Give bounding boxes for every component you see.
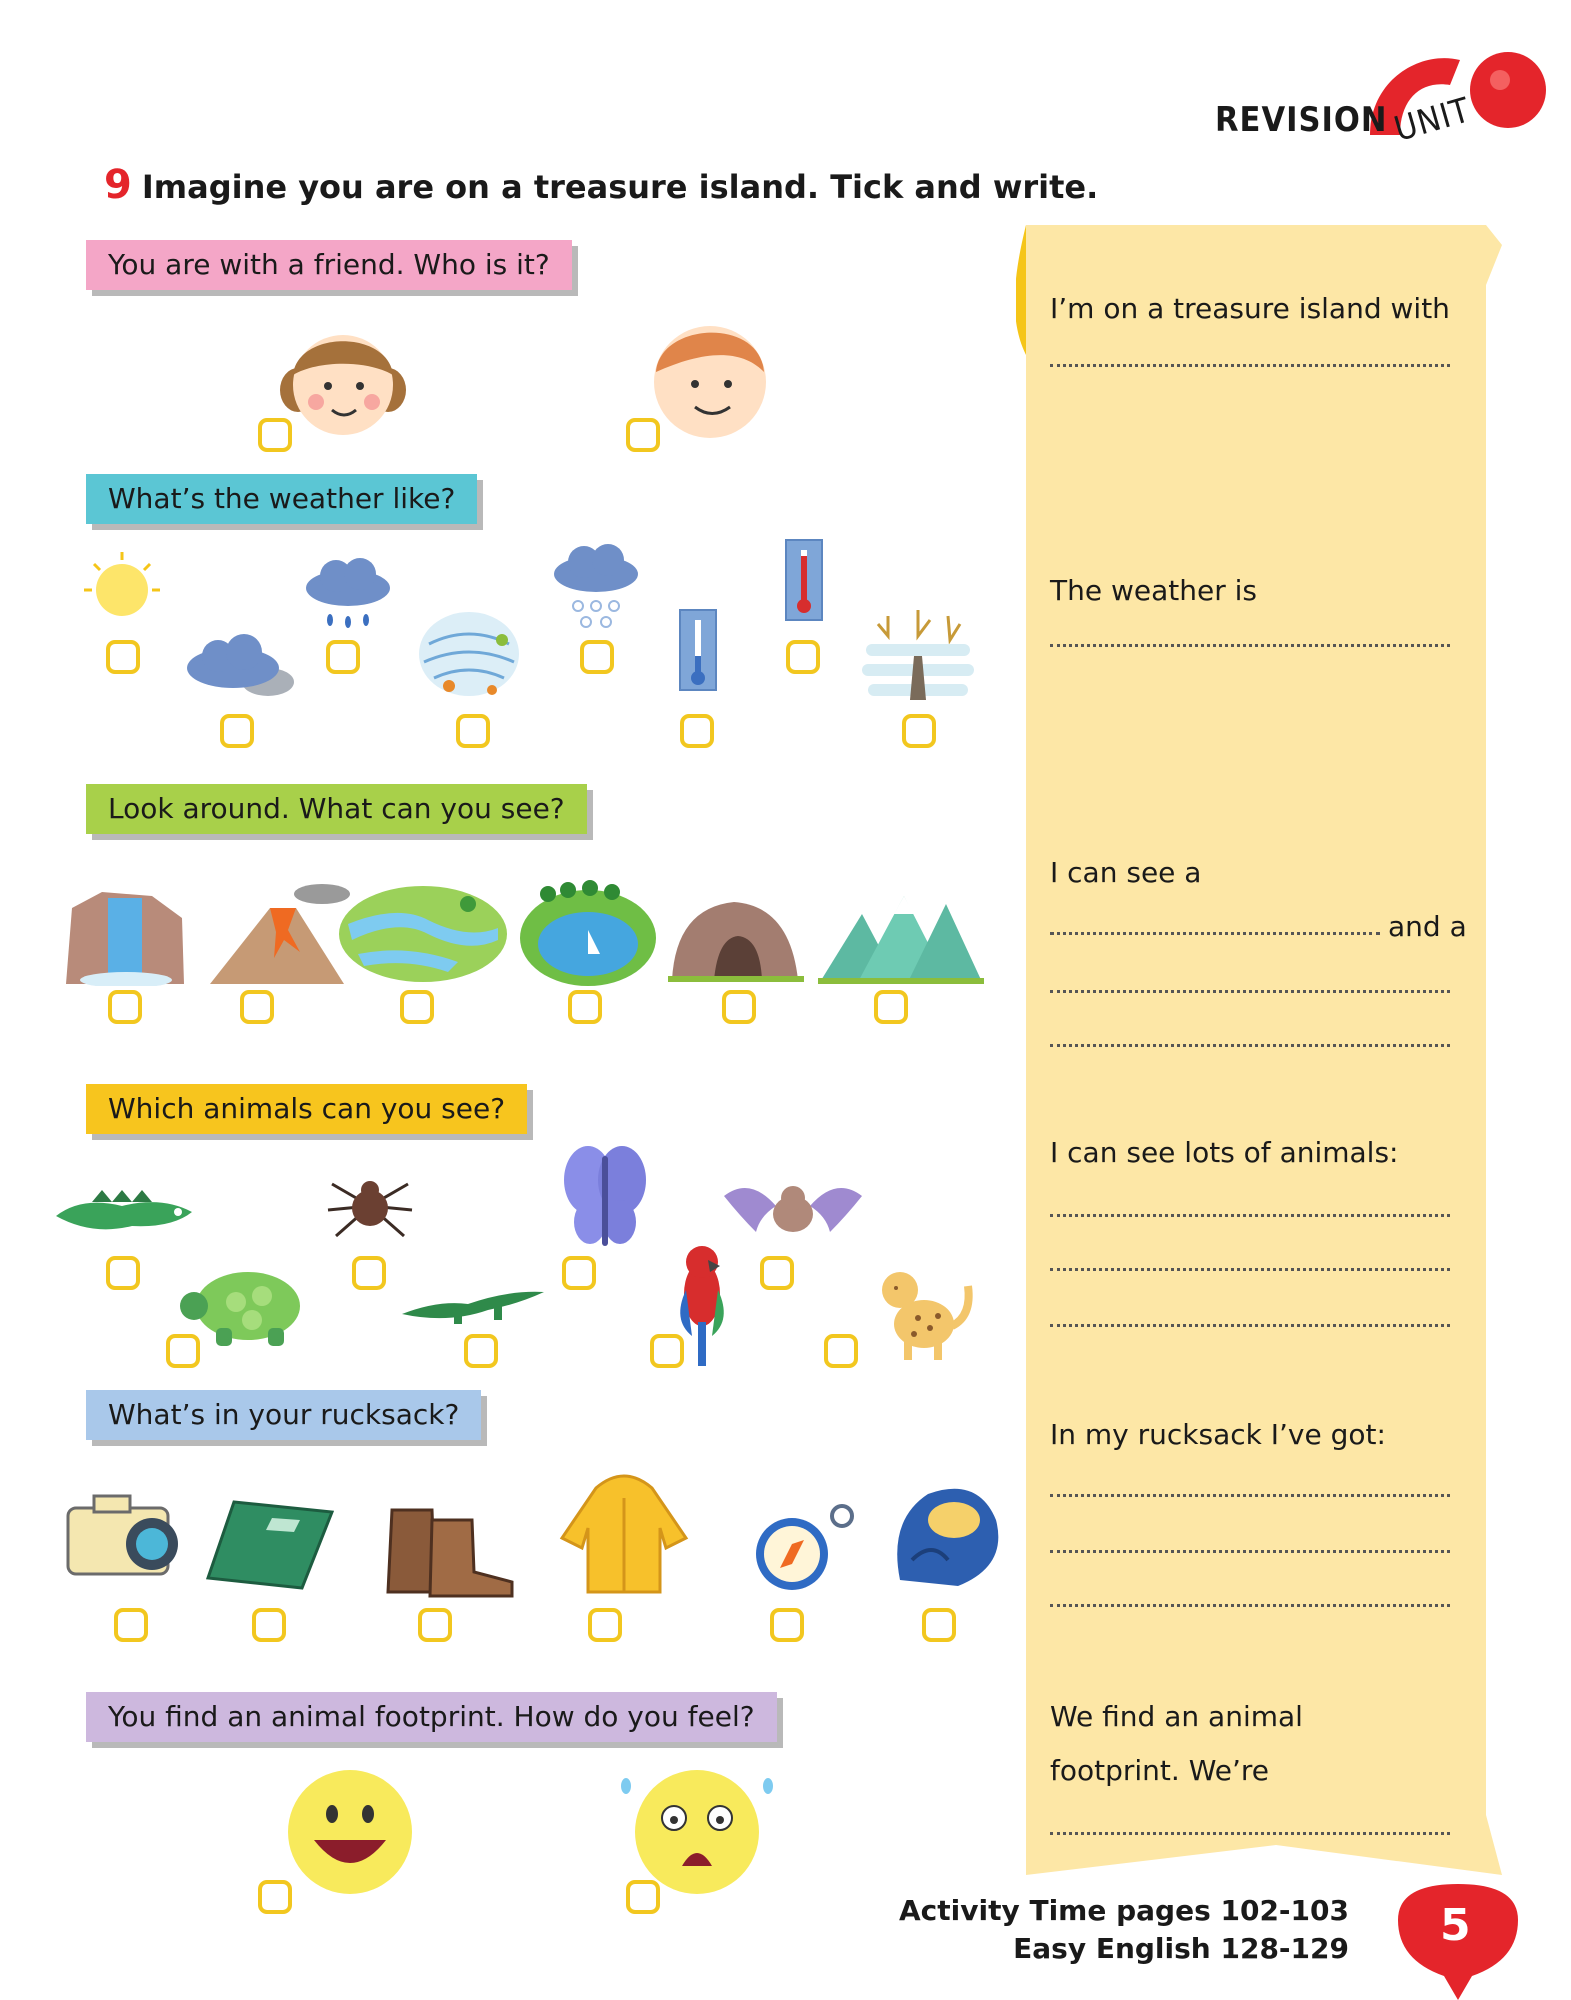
scroll-rucksack-sentence: In my rucksack I’ve got:: [1050, 1418, 1386, 1451]
checkbox-bat[interactable]: [760, 1256, 794, 1290]
checkbox-rainy[interactable]: [326, 640, 360, 674]
scroll-see-and: and a: [1388, 910, 1467, 943]
footer-activity-time: Activity Time pages 102-103: [899, 1894, 1349, 1927]
checkbox-sleeping-bag[interactable]: [922, 1608, 956, 1642]
iguana-icon: [52, 1176, 202, 1246]
volcano-icon: [204, 880, 354, 986]
rain-icon: [300, 556, 396, 636]
checkbox-camera[interactable]: [114, 1608, 148, 1642]
writing-line-animals-1[interactable]: [1050, 1214, 1450, 1217]
writing-scroll: [1016, 225, 1502, 1880]
writing-line-weather[interactable]: [1050, 644, 1450, 647]
checkbox-windy[interactable]: [456, 714, 490, 748]
scroll-animals-sentence: I can see lots of animals:: [1050, 1136, 1399, 1169]
checkbox-boots[interactable]: [418, 1608, 452, 1642]
checkbox-raincoat[interactable]: [588, 1608, 622, 1642]
happy-face-icon: [280, 1766, 420, 1896]
compass-icon: [746, 1498, 856, 1594]
butterfly-icon: [560, 1136, 650, 1252]
boots-icon: [372, 1496, 518, 1600]
checkbox-butterfly[interactable]: [562, 1256, 596, 1290]
cloudy-icon: [178, 632, 298, 702]
spider-icon: [322, 1170, 418, 1244]
writing-line-rucksack-1[interactable]: [1050, 1494, 1450, 1497]
writing-line-see-3[interactable]: [1050, 1044, 1450, 1047]
writing-line-animals-2[interactable]: [1050, 1268, 1450, 1271]
bat-icon: [720, 1176, 866, 1246]
checkbox-lizard[interactable]: [464, 1334, 498, 1368]
foggy-icon: [858, 596, 978, 706]
writing-line-see-1[interactable]: [1050, 932, 1380, 935]
writing-line-animals-3[interactable]: [1050, 1324, 1450, 1327]
question-banner-weather: What’s the weather like?: [86, 474, 477, 524]
exercise-number: 9: [104, 162, 132, 208]
checkbox-snowy[interactable]: [580, 640, 614, 674]
checkbox-waterfall[interactable]: [108, 990, 142, 1024]
lizard-icon: [398, 1270, 548, 1330]
revision-unit-badge: REVISIONUNIT: [1215, 90, 1475, 150]
hot-thermometer-icon: [774, 536, 834, 630]
writing-line-rucksack-2[interactable]: [1050, 1550, 1450, 1553]
checkbox-cloudy[interactable]: [220, 714, 254, 748]
page-number: 5: [1440, 1900, 1471, 1951]
scared-face-icon: [612, 1766, 782, 1896]
question-banner-look: Look around. What can you see?: [86, 784, 587, 834]
cave-icon: [668, 898, 804, 982]
footer-easy-english: Easy English 128-129: [1013, 1932, 1349, 1965]
camera-icon: [64, 1488, 184, 1582]
scroll-weather-sentence: The weather is: [1050, 574, 1257, 607]
exercise-instruction: 9 Imagine you are on a treasure island. Tick and write.: [104, 162, 1099, 208]
checkbox-iguana[interactable]: [106, 1256, 140, 1290]
writing-line-see-2[interactable]: [1050, 990, 1450, 993]
checkbox-parrot[interactable]: [650, 1334, 684, 1368]
scroll-see-sentence: I can see a: [1050, 856, 1202, 889]
waterfall-icon: [62, 888, 188, 986]
checkbox-volcano[interactable]: [240, 990, 274, 1024]
mountains-icon: [818, 884, 984, 984]
tortoise-icon: [176, 1262, 320, 1348]
checkbox-notebook[interactable]: [252, 1608, 286, 1642]
raincoat-icon: [556, 1468, 692, 1596]
leopard-icon: [868, 1266, 982, 1362]
boy-face-icon: [640, 312, 780, 442]
question-banner-rucksack: What’s in your rucksack?: [86, 1390, 481, 1440]
checkbox-cold[interactable]: [680, 714, 714, 748]
checkbox-lake[interactable]: [568, 990, 602, 1024]
checkbox-mountains[interactable]: [874, 990, 908, 1024]
checkbox-foggy[interactable]: [902, 714, 936, 748]
checkbox-cave[interactable]: [722, 990, 756, 1024]
question-banner-feel: You find an animal footprint. How do you feel?: [86, 1692, 777, 1742]
river-icon: [338, 884, 508, 984]
writing-line-feel[interactable]: [1050, 1832, 1450, 1835]
scroll-feel-sentence-2: footprint. We’re: [1050, 1754, 1269, 1787]
sleeping-bag-icon: [888, 1480, 1004, 1592]
checkbox-boy[interactable]: [626, 418, 660, 452]
checkbox-spider[interactable]: [352, 1256, 386, 1290]
checkbox-girl[interactable]: [258, 418, 292, 452]
writing-line-friend[interactable]: [1050, 364, 1450, 367]
windy-icon: [414, 604, 524, 704]
checkbox-leopard[interactable]: [824, 1334, 858, 1368]
cold-thermometer-icon: [668, 606, 728, 700]
sun-icon: [74, 548, 170, 628]
scroll-feel-sentence-1: We find an animal: [1050, 1700, 1303, 1733]
writing-line-rucksack-3[interactable]: [1050, 1604, 1450, 1607]
checkbox-tortoise[interactable]: [166, 1334, 200, 1368]
notebook-icon: [204, 1498, 334, 1590]
lake-icon: [518, 878, 658, 988]
checkbox-sunny[interactable]: [106, 640, 140, 674]
checkbox-scared[interactable]: [626, 1880, 660, 1914]
question-banner-animals: Which animals can you see?: [86, 1084, 527, 1134]
scroll-friend-sentence: I’m on a treasure island with: [1050, 292, 1450, 325]
question-banner-friend: You are with a friend. Who is it?: [86, 240, 572, 290]
checkbox-happy[interactable]: [258, 1880, 292, 1914]
checkbox-hot[interactable]: [786, 640, 820, 674]
snow-icon: [548, 542, 644, 632]
checkbox-river[interactable]: [400, 990, 434, 1024]
checkbox-compass[interactable]: [770, 1608, 804, 1642]
